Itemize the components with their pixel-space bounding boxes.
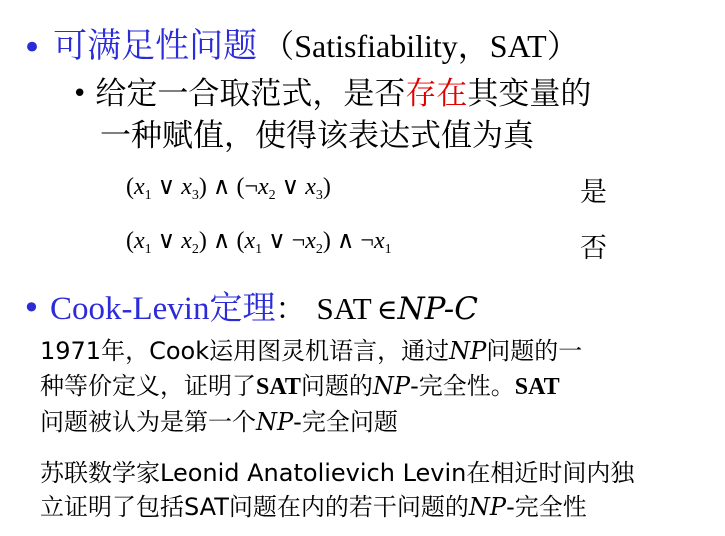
formula-2: ($x_1$ ∨ $x_2$) ∧ ($x_1$ ∨ $\neg x_2$) ∧ $\neg x_1$ [126,228,392,257]
np-text: NP [372,372,411,400]
text: -完全性 [506,493,587,521]
colon: ： [275,292,306,327]
formula-1: ($x_1$ ∨ $x_3$) ∧ ($\neg x_2$ ∨ $x_3$) [126,174,331,203]
answer-yes: 是 [580,177,607,208]
sub-bullet-line1 [72,74,591,116]
text: 问题的一 [486,337,583,365]
text: 问题的 [300,372,373,400]
paragraph-line [40,369,582,405]
paragraph-line [40,334,582,369]
paragraph-cook [40,334,582,440]
heading-sat [22,18,579,68]
bullet: • [22,28,43,68]
emphasis-text: 存在 [405,76,468,112]
np-text: NP [468,493,507,521]
text: 立证明了包括SAT问题在内的若干问题的 [40,493,469,521]
np-text: NP [256,408,294,436]
paragraph-line: 苏联数学家Leonid Anatolievich Levin在相近时间内独 [40,459,635,487]
sat-text: SAT [514,374,560,400]
heading-title-cn: 可满足性问题 [53,26,258,66]
theorem-suffix: 定理 [209,288,276,327]
sat-text: SAT [256,374,301,400]
paragraph-line [40,490,634,524]
text: -完全问题 [293,408,398,436]
np-text: NP [449,337,487,365]
bullet: • [22,289,41,327]
sat-label: SAT [316,291,372,326]
paragraph-levin [40,456,634,524]
text: -完全性。 [410,372,515,400]
theorem-name: Cook-Levin [49,291,210,327]
sub-bullet [72,74,591,156]
paragraph-line [40,405,582,440]
text: 种等价定义，证明了 [40,372,256,400]
in-symbol: ∈ [376,295,398,326]
sub-bullet-line2: 一种赋值，使得该表达式值为真 [100,118,534,154]
bullet: • [72,79,88,109]
answer-no: 否 [580,233,607,264]
heading-cook-levin [22,282,478,328]
text: 1971年，Cook运用图灵机语言，通过 [40,337,450,365]
np-complete-class: NP-C [397,291,478,327]
sub-bullet-text: 给定一合取范式，是否 [95,76,406,112]
heading-title-en: （Satisfiability，SAT） [262,28,579,64]
text: 问题被认为是第一个 [40,408,256,436]
sub-bullet-text: 其变量的 [467,76,592,112]
